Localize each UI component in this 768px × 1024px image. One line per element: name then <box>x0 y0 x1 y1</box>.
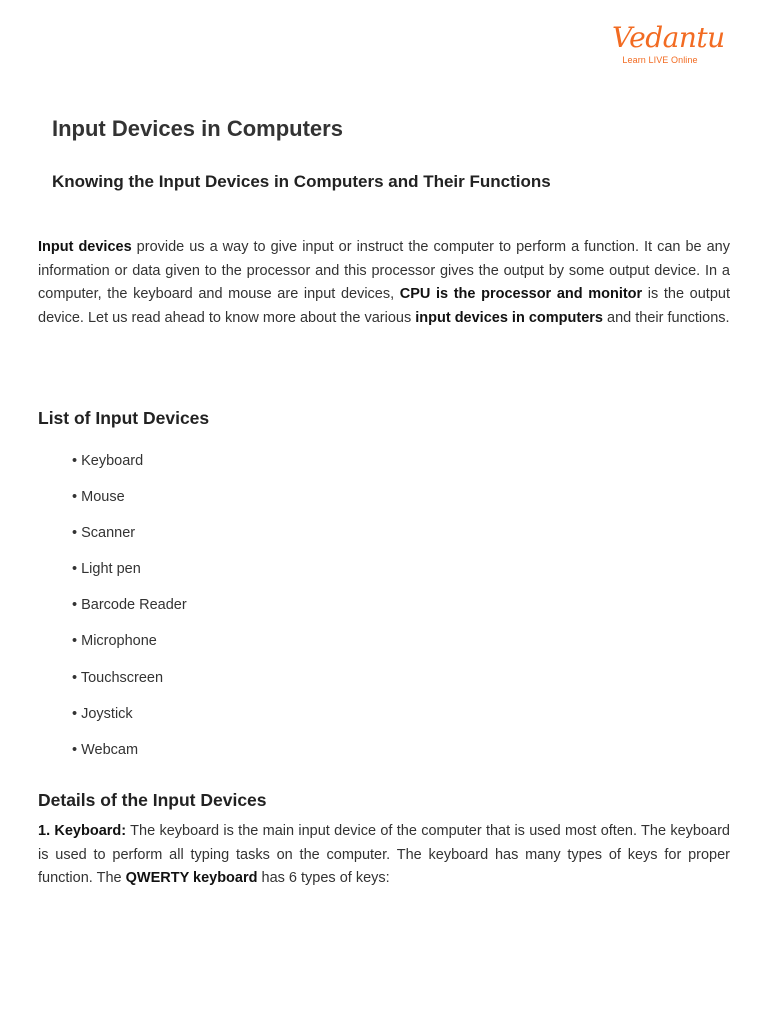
keyboard-detail-label: 1. Keyboard: <box>38 823 127 839</box>
intro-bold-input-devices-in-computers: input devices in computers <box>415 309 603 326</box>
list-item: • Microphone <box>72 630 187 666</box>
list-item: • Keyboard <box>72 450 187 486</box>
intro-text-2: is the output device. Let us read ahead to know more about the various <box>38 286 730 326</box>
intro-bold-cpu: CPU is the processor and monitor <box>399 286 643 302</box>
logo-wordmark: Vedantu <box>612 21 725 54</box>
intro-text-1: provide us a way to give input or instruct the computer to perform a function. It can be any information or data given to the processor and this processor gives the output by some output device. In a computer, the keyboard and mouse are input devices, <box>38 239 730 302</box>
page-subtitle: Knowing the Input Devices in Computers and Their Functions <box>52 172 551 191</box>
vedantu-logo <box>612 21 725 65</box>
page-title: Input Devices in Computers <box>52 116 343 141</box>
keyboard-detail-text-2: has 6 types of keys: <box>257 870 390 886</box>
list-item: • Joystick <box>72 703 187 739</box>
keyboard-detail-paragraph <box>38 820 730 891</box>
intro-bold-input-devices: Input devices <box>38 239 132 255</box>
intro-text-3: and their functions. <box>602 309 730 326</box>
list-item: • Light pen <box>72 558 187 594</box>
device-list <box>72 450 187 775</box>
keyboard-detail-text-1: The keyboard is the main input device of the computer that is used most often. The keyboard is used to perform all typing tasks on the computer. The keyboard has many types of keys for proper function. The <box>38 823 730 886</box>
list-heading: List of Input Devices <box>38 408 210 428</box>
intro-paragraph <box>38 236 730 330</box>
logo-tagline: Learn LIVE Online <box>622 55 698 65</box>
list-item: • Webcam <box>72 739 187 775</box>
list-item: • Mouse <box>72 486 187 522</box>
list-item: • Barcode Reader <box>72 594 187 630</box>
list-item: • Scanner <box>72 522 187 558</box>
list-item: • Touchscreen <box>72 667 187 703</box>
keyboard-detail-bold-qwerty: QWERTY keyboard <box>125 870 258 886</box>
details-heading: Details of the Input Devices <box>38 790 267 810</box>
